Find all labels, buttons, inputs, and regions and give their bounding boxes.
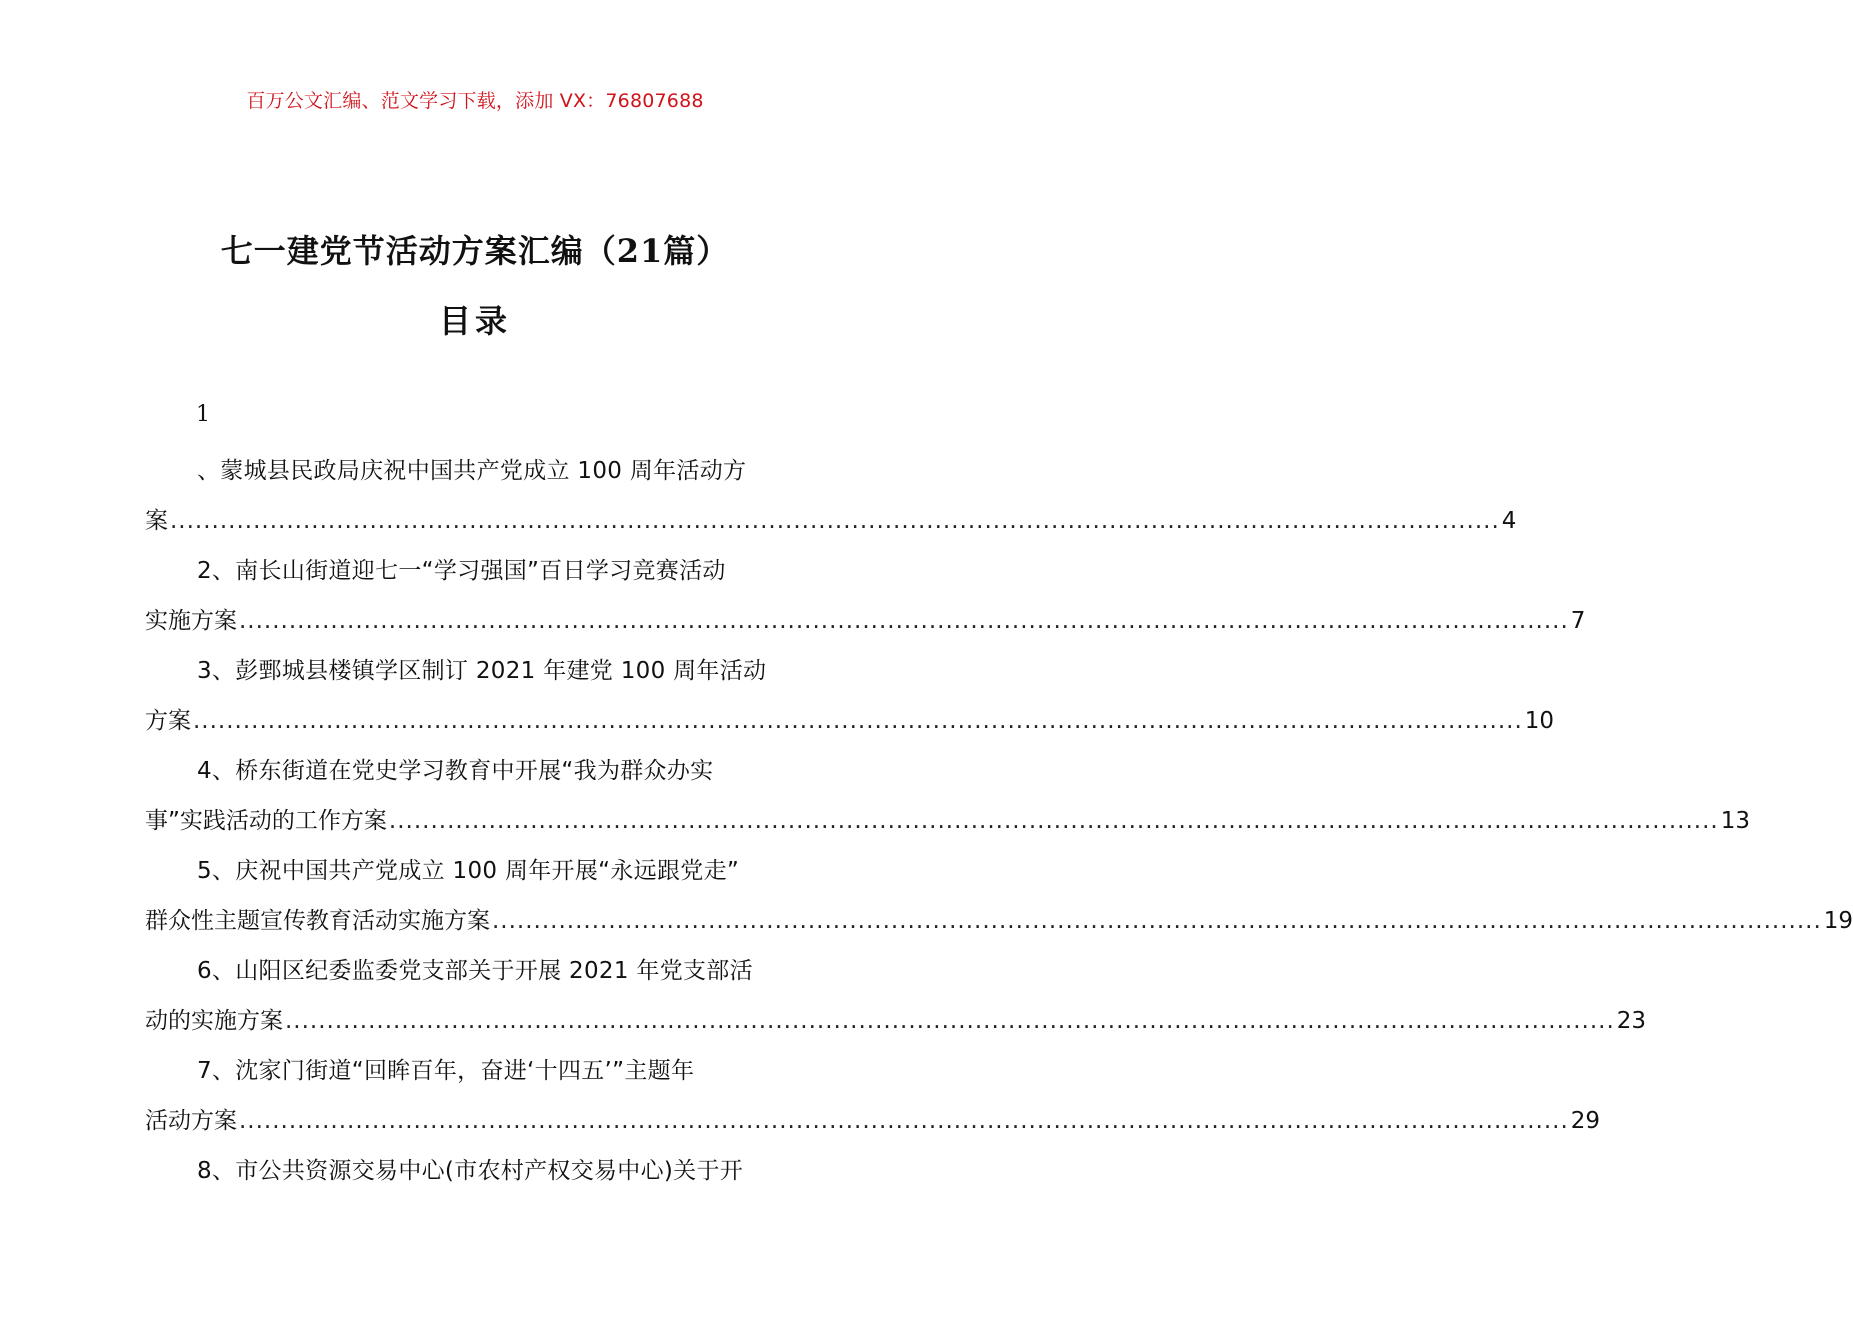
toc-entry-title-line2 <box>145 1096 1601 1146</box>
dot-leader: ................................................................................................................................................................ <box>388 808 1719 834</box>
toc-entry-page-number: 10 <box>1524 708 1555 734</box>
dot-leader: ................................................................................................................................................................ <box>193 708 1523 734</box>
toc-entry-title-line1: 2、南长山街道迎七一“学习强国”百日学习竞赛活动 <box>197 558 726 584</box>
toc-entry-title-tail: 方案 <box>145 708 191 734</box>
toc-entry[interactable] <box>145 746 1750 846</box>
toc-entry-title-line1: 、蒙城县民政局庆祝中国共产党成立 100 周年活动方 <box>197 458 747 484</box>
dot-leader: ................................................................................................................................................................ <box>239 608 1569 634</box>
toc-entry-title-tail: 动的实施方案 <box>145 1008 283 1034</box>
toc-entry-title-line2 <box>145 596 1586 646</box>
toc-entry-title-line1: 6、山阳区纪委监委党支部关于开展 2021 年党支部活 <box>197 958 753 984</box>
toc-entry-title-tail: 案 <box>145 508 168 534</box>
toc-entry-title-line2 <box>145 696 1555 746</box>
toc-entry-title-line2 <box>145 996 1647 1046</box>
toc-entry-page-number: 7 <box>1570 608 1586 634</box>
toc-entry[interactable] <box>145 546 1586 646</box>
document-title <box>0 226 950 272</box>
toc-entry-title-line1: 5、庆祝中国共产党成立 100 周年开展“永远跟党走” <box>197 858 740 884</box>
toc-entry-page-number: 29 <box>1570 1108 1601 1134</box>
toc-entry[interactable] <box>145 946 1647 1046</box>
toc-entry-title-line1: 4、桥东街道在党史学习教育中开展“我为群众办实 <box>197 758 714 784</box>
toc-entry-title-line1: 3、彭鄄城县楼镇学区制订 2021 年建党 100 周年活动 <box>197 658 767 684</box>
toc-entry-page-number: 23 <box>1616 1008 1647 1034</box>
toc-first-number: 1 <box>196 402 210 427</box>
toc-entry-title-tail: 事”实践活动的工作方案 <box>145 808 387 834</box>
toc-entry-title-line2 <box>145 796 1750 846</box>
toc-entry-title-tail: 群众性主题宣传教育活动实施方案 <box>145 908 490 934</box>
toc-entry-page-number: 4 <box>1501 508 1517 534</box>
dot-leader: ................................................................................................................................................................ <box>170 508 1500 534</box>
table-of-contents <box>145 446 1853 1196</box>
toc-entry[interactable] <box>145 846 1853 946</box>
title-suffix: 篇） <box>663 232 730 270</box>
dot-leader: ................................................................................................................................................................ <box>285 1008 1615 1034</box>
toc-entry-title-line1: 8、市公共资源交易中心(市农村产权交易中心)关于开 <box>197 1158 744 1184</box>
toc-entry[interactable] <box>145 1146 807 1196</box>
header-note: 百万公文汇编、范文学习下载，添加 VX：76807688 <box>246 90 704 112</box>
toc-entry-title-line2 <box>145 496 1517 546</box>
toc-entry-page-number: 13 <box>1720 808 1750 834</box>
dot-leader: ................................................................................................................................................................ <box>492 908 1822 934</box>
toc-entry-title-line2 <box>145 896 1853 946</box>
dot-leader: ................................................................................................................................................................ <box>239 1108 1569 1134</box>
toc-entry[interactable] <box>145 446 1517 546</box>
toc-entry[interactable] <box>145 646 1555 746</box>
toc-entry-title-line1: 7、沈家门街道“回眸百年，奋进‘十四五’”主题年 <box>197 1058 695 1084</box>
toc-entry-title-tail: 实施方案 <box>145 608 237 634</box>
toc-heading: 目录 <box>438 302 511 340</box>
toc-entry-title-tail: 活动方案 <box>145 1108 237 1134</box>
toc-entry-page-number: 19 <box>1823 908 1853 934</box>
title-number: 21 <box>616 232 664 270</box>
toc-entry[interactable] <box>145 1046 1601 1146</box>
title-prefix: 七一建党节活动方案汇编（ <box>220 232 617 270</box>
